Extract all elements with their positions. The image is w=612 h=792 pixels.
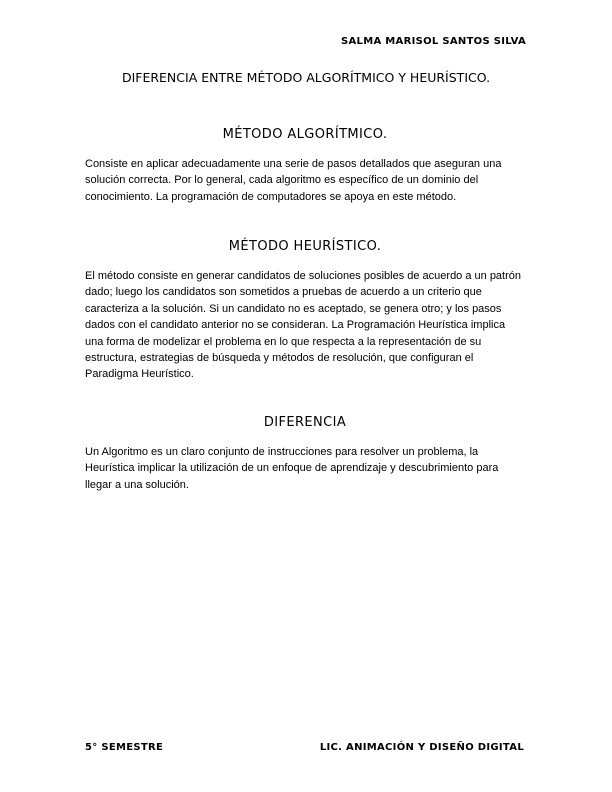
section-heading: DIFERENCIA (263, 415, 347, 430)
section-heading: MÉTODO ALGORÍTMICO. (222, 127, 388, 142)
footer-semester: 5° SEMESTRE (85, 742, 164, 753)
section-heading: MÉTODO HEURÍSTICO. (228, 239, 382, 254)
section-difference (85, 415, 525, 493)
section-algorithmic-method (85, 127, 525, 205)
document-title: DIFERENCIA ENTRE MÉTODO ALGORÍTMICO Y HEURÍSTICO. (121, 70, 491, 85)
section-body: Un Algoritmo es un claro conjunto de instrucciones para resolver un problema, la Heurística implicar la utilización de un enfoque de aprendizaje y descubrimiento para llegar a una solución. (85, 446, 499, 491)
section-heuristic-method (85, 239, 525, 383)
footer-degree: LIC. ANIMACIÓN Y DISEÑO DIGITAL (319, 742, 524, 753)
section-body: El método consiste en generar candidatos de soluciones posibles de acuerdo a un patrón dado; luego los candidatos son sometidos a pruebas de acuerdo a un criterio que caracteriza a la solución. Si un candidato no es aceptado, se genera otro; y los pasos dados con el candidato anterior no se consideran. La Programación Heurística implica una forma de modelizar el problema en lo que respecta a la representación de su estructura, estrategias de búsqueda y métodos de resolución, que configuran el Paradigma Heurístico. (85, 270, 522, 381)
author-name: SALMA MARISOL SANTOS SILVA (341, 36, 526, 47)
section-body: Consiste en aplicar adecuadamente una serie de pasos detallados que aseguran una solución correcta. Por lo general, cada algoritmo es específico de un dominio del conocimiento. La programación de computadores se apoya en este método. (85, 158, 502, 203)
